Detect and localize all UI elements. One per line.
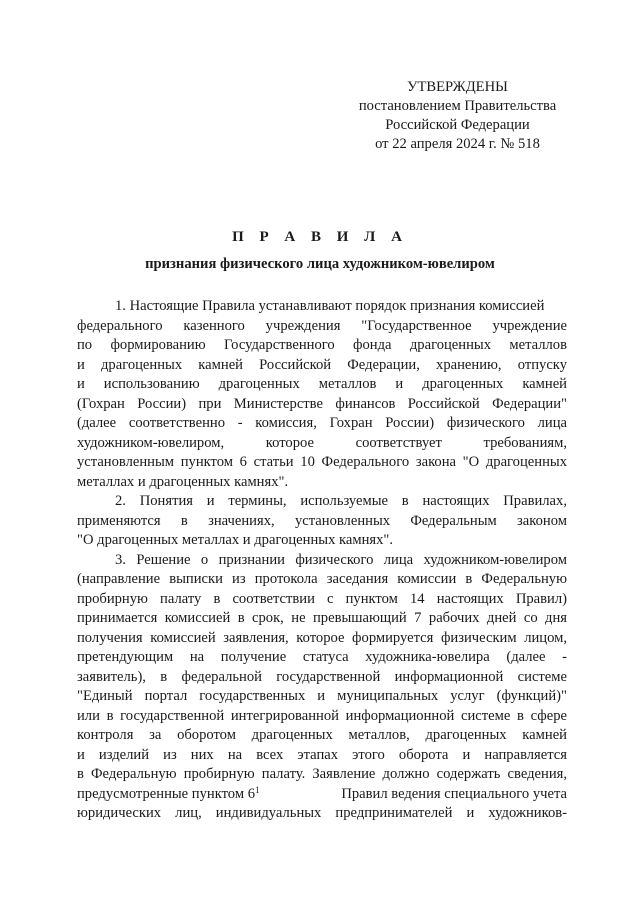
paragraph-line: получения комиссией заявления, которое формируется физическим лицом, [77, 629, 567, 646]
paragraph-line: и использованию драгоценных металлов и драгоценных камней [77, 376, 567, 392]
paragraph-line: металлах и драгоценных камнях". [77, 473, 289, 490]
paragraph-line: 3. Решение о признании физического лица художником-ювелиром [115, 551, 567, 568]
paragraph-line: претендующим на получение статуса художника-ювелира (далее - [77, 649, 567, 665]
approval-stamp [330, 78, 585, 154]
line-part: Правил ведения специального учета [337, 785, 567, 802]
paragraph-line: заявитель), в федеральной государственной информационной системе [77, 668, 567, 685]
paragraph-line: и изделий из них на всех этапах этого оборота и направляется [77, 746, 567, 763]
paragraph-line: 1. Настоящие Правила устанавливают порядок признания комиссией [115, 298, 545, 314]
approval-date: от 22 апреля 2024 г. № 518 [375, 136, 540, 152]
paragraph-line: в Федеральную пробирную палату. Заявление должно содержать сведения, [77, 766, 567, 782]
document-body [77, 297, 567, 824]
paragraph-line: федерального казенного учреждения "Государственное учреждение [77, 317, 567, 334]
paragraph-line: и драгоценных камней Российской Федерации, хранению, отпуску [77, 356, 567, 373]
paragraph-line: юридических лиц, индивидуальных предпринимателей и художников- [77, 805, 567, 821]
approval-decree: постановлением Правительства [358, 98, 557, 114]
paragraph-line: установленным пунктом 6 статьи 10 Федерального закона "О драгоценных [77, 454, 567, 470]
paragraph-line: или в государственной интегрированной информационной системе в сфере [77, 707, 567, 724]
footnote-superscript: 1 [255, 784, 260, 795]
paragraph-line: применяются в значениях, установленных Федеральным законом [77, 512, 567, 529]
paragraph-line: (Гохран России) при Министерстве финансов Российской Федерации" [77, 395, 567, 412]
paragraph-line: (направление выписки из протокола заседания комиссии в Федеральную [77, 571, 567, 587]
paragraph-line: принимается комиссией в срок, не превышающий 7 рабочих дней со дня [77, 610, 567, 626]
approval-government: Российской Федерации [385, 117, 530, 133]
paragraph-line: пробирную палату в соответствии с пунктом 14 настоящих Правил) [77, 590, 567, 607]
paragraph-line: "О драгоценных металлах и драгоценных камнях". [77, 532, 394, 548]
paragraph-line: "Единый портал государственных и муниципальных услуг (функций)" [77, 688, 567, 704]
document-subtitle: признания физического лица художником-ювелиром [145, 256, 495, 272]
paragraph-line: контроля за оборотом драгоценных металлов, драгоценных камней [77, 727, 567, 743]
approval-heading: УТВЕРЖДЕНЫ [407, 79, 508, 95]
paragraph-line: художником-ювелиром, которое соответствует требованиям, [77, 434, 567, 451]
line-part: предусмотренные пунктом $6^1$ [77, 784, 260, 802]
paragraph-line: (далее соответственно - комиссия, Гохран России) физического лица [77, 415, 567, 431]
paragraph-line [77, 785, 567, 805]
paragraph-line: 2. Понятия и термины, используемые в настоящих Правилах, [115, 493, 567, 509]
document-title: П Р А В И Л А [232, 229, 408, 245]
paragraph-line: по формированию Государственного фонда драгоценных металлов [77, 337, 567, 353]
